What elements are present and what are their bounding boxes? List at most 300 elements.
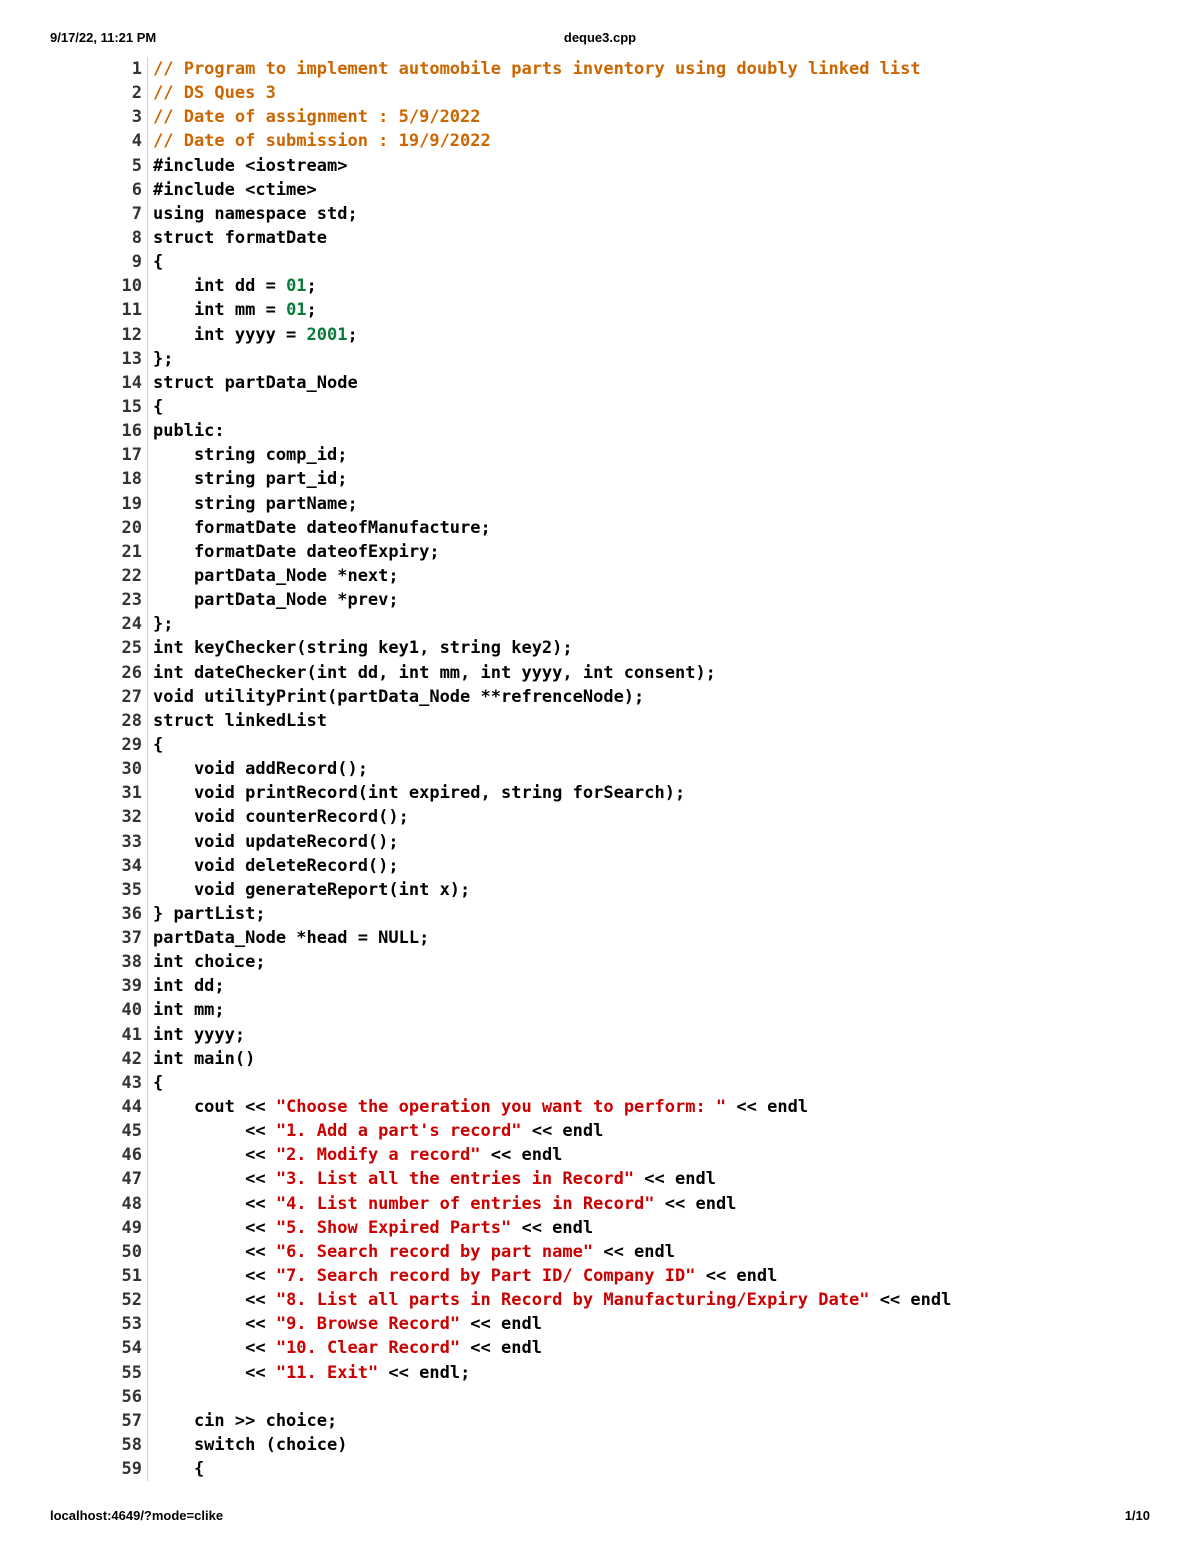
gutter-divider (147, 154, 148, 178)
line-text (153, 974, 225, 998)
code-token: void updateRecord(); (153, 831, 399, 852)
code-line (100, 1047, 951, 1071)
string-token: "8. List all parts in Record by Manufacturing/Expiry Date" (275, 1290, 870, 1311)
line-text (153, 1071, 163, 1095)
code-line (100, 974, 951, 998)
line-text (153, 154, 347, 178)
line-number: 8 (131, 227, 142, 248)
code-line (100, 347, 951, 371)
line-text (153, 830, 399, 854)
code-line (100, 902, 951, 926)
gutter-divider (147, 733, 148, 757)
line-text (153, 1047, 255, 1071)
line-text (153, 661, 716, 685)
gutter-divider (147, 516, 148, 540)
code-token: ; (306, 276, 317, 297)
code-line (100, 661, 951, 685)
line-number: 33 (121, 831, 142, 852)
gutter-divider (147, 685, 148, 709)
line-number: 48 (121, 1193, 142, 1214)
code-line (100, 274, 951, 298)
line-number: 58 (121, 1435, 142, 1456)
gutter-divider (147, 757, 148, 781)
line-number: 20 (121, 517, 142, 538)
code-token: using namespace std; (153, 203, 358, 224)
line-number: 12 (121, 324, 142, 345)
print-filename: deque3.cpp (563, 30, 637, 45)
line-number: 14 (121, 372, 142, 393)
gutter-divider (147, 950, 148, 974)
line-text (153, 57, 921, 81)
gutter-divider (147, 636, 148, 660)
code-line (100, 1361, 951, 1385)
line-number: 57 (121, 1410, 142, 1431)
line-number: 46 (121, 1145, 142, 1166)
code-token: int yyyy = (153, 324, 307, 345)
gutter-divider (147, 274, 148, 298)
code-token: << endl (869, 1290, 952, 1311)
gutter-divider (147, 1119, 148, 1143)
line-text (153, 757, 368, 781)
code-line (100, 1264, 951, 1288)
line-text (153, 1312, 542, 1336)
code-token: << endl (460, 1314, 542, 1335)
code-token: switch (choice) (153, 1435, 348, 1456)
gutter-divider (147, 588, 148, 612)
code-line (100, 1095, 951, 1119)
code-line (100, 830, 951, 854)
line-number: 3 (131, 107, 142, 128)
code-line (100, 540, 951, 564)
line-number: 40 (121, 1000, 142, 1021)
code-token: partData_Node *prev; (153, 590, 399, 611)
code-line (100, 1336, 951, 1360)
code-line (100, 733, 951, 757)
line-text (153, 395, 163, 419)
line-number: 28 (121, 710, 142, 731)
code-token: int dateChecker(int dd, int mm, int yyyy, int consent); (153, 662, 716, 683)
line-text (153, 926, 429, 950)
code-line (100, 323, 951, 347)
code-token: << (153, 1338, 276, 1359)
line-text (153, 1336, 542, 1360)
code-token: << (153, 1266, 276, 1287)
line-text (153, 878, 470, 902)
code-token: int dd; (153, 976, 225, 997)
string-token: "4. List number of entries in Record" (275, 1193, 655, 1214)
gutter-divider (147, 1216, 148, 1240)
line-text (153, 805, 409, 829)
line-text (153, 178, 317, 202)
code-token: << endl (480, 1145, 563, 1166)
code-line (100, 878, 951, 902)
code-line (100, 395, 951, 419)
gutter-divider (147, 202, 148, 226)
line-text (153, 443, 347, 467)
code-token: }; (153, 348, 174, 369)
code-token: void addRecord(); (153, 759, 368, 780)
code-token: << endl (460, 1338, 542, 1359)
gutter-divider (147, 81, 148, 105)
line-text (153, 81, 276, 105)
code-line (100, 926, 951, 950)
code-token: << (153, 1217, 276, 1238)
line-text (153, 1192, 736, 1216)
line-text (153, 612, 173, 636)
code-token: int choice; (153, 952, 266, 973)
gutter-divider (147, 1023, 148, 1047)
line-number: 52 (121, 1290, 142, 1311)
gutter-divider (147, 781, 148, 805)
gutter-divider (147, 1264, 148, 1288)
line-number: 21 (121, 541, 142, 562)
code-token: << (153, 1193, 276, 1214)
gutter-divider (147, 1071, 148, 1095)
gutter-divider (147, 854, 148, 878)
gutter-divider (147, 1361, 148, 1385)
gutter-divider (147, 709, 148, 733)
line-text (153, 1457, 204, 1481)
code-line (100, 178, 951, 202)
line-number: 23 (121, 590, 142, 611)
code-token: string comp_id; (153, 445, 348, 466)
number-token: 01 (286, 276, 307, 297)
code-line (100, 419, 951, 443)
code-token: << (153, 1145, 276, 1166)
code-token: void counterRecord(); (153, 807, 409, 828)
line-number: 15 (121, 396, 142, 417)
code-token: #include <iostream> (153, 155, 348, 176)
line-number: 7 (131, 203, 142, 224)
line-text (153, 250, 163, 274)
gutter-divider (147, 57, 148, 81)
gutter-divider (147, 1143, 148, 1167)
code-token: << endl (521, 1121, 604, 1142)
code-line (100, 57, 951, 81)
code-line (100, 612, 951, 636)
code-line (100, 805, 951, 829)
gutter-divider (147, 419, 148, 443)
line-number: 4 (131, 131, 142, 152)
code-token: << (153, 1314, 276, 1335)
code-line (100, 781, 951, 805)
code-line (100, 685, 951, 709)
code-line (100, 1071, 951, 1095)
print-datetime: 9/17/22, 11:21 PM (50, 30, 157, 45)
line-number: 45 (121, 1121, 142, 1142)
line-text (153, 998, 225, 1022)
line-text (153, 1288, 951, 1312)
code-token: struct linkedList (153, 710, 327, 731)
line-number: 10 (121, 276, 142, 297)
line-number: 50 (121, 1241, 142, 1262)
line-text (153, 1409, 337, 1433)
code-token: partData_Node *next; (153, 565, 399, 586)
line-number: 2 (131, 83, 142, 104)
gutter-divider (147, 1095, 148, 1119)
code-token: { (153, 1459, 205, 1480)
gutter-divider (147, 1167, 148, 1191)
gutter-divider (147, 564, 148, 588)
code-line (100, 154, 951, 178)
code-line (100, 226, 951, 250)
code-token: void utilityPrint(partData_Node **refrenceNode); (153, 686, 645, 707)
code-line (100, 492, 951, 516)
gutter-divider (147, 129, 148, 153)
code-listing (100, 57, 951, 1481)
gutter-divider (147, 998, 148, 1022)
code-line (100, 443, 951, 467)
string-token: "10. Clear Record" (275, 1338, 461, 1359)
line-text (153, 564, 399, 588)
line-number: 26 (121, 662, 142, 683)
line-number: 1 (131, 59, 142, 79)
code-line (100, 81, 951, 105)
code-token: << endl (593, 1241, 675, 1262)
code-token: << (153, 1121, 276, 1142)
code-token: partData_Node *head = NULL; (153, 928, 430, 949)
gutter-divider (147, 1385, 148, 1409)
line-number: 59 (121, 1459, 142, 1480)
line-number: 27 (121, 686, 142, 707)
line-text (153, 129, 491, 153)
line-text (153, 685, 644, 709)
code-line (100, 1409, 951, 1433)
line-text (153, 854, 399, 878)
code-line (100, 298, 951, 322)
code-line (100, 1143, 951, 1167)
code-line (100, 1312, 951, 1336)
line-number: 43 (121, 1072, 142, 1093)
string-token: "2. Modify a record" (275, 1145, 481, 1166)
line-number: 51 (121, 1266, 142, 1287)
line-text (153, 1361, 470, 1385)
line-text (153, 105, 481, 129)
code-line (100, 1216, 951, 1240)
code-line (100, 757, 951, 781)
gutter-divider (147, 1336, 148, 1360)
code-token: #include <ctime> (153, 179, 317, 200)
line-text (153, 323, 358, 347)
string-token: "3. List all the entries in Record" (275, 1169, 635, 1190)
line-text (153, 1216, 593, 1240)
string-token: "6. Search record by part name" (275, 1241, 594, 1262)
line-number: 35 (121, 879, 142, 900)
gutter-divider (147, 926, 148, 950)
code-token: string partName; (153, 493, 358, 514)
number-token: 01 (286, 300, 307, 321)
code-line (100, 1119, 951, 1143)
code-token: int dd = (153, 276, 287, 297)
code-token: { (153, 252, 164, 273)
gutter-divider (147, 1240, 148, 1264)
code-token: public: (153, 421, 225, 442)
gutter-divider (147, 1409, 148, 1433)
gutter-divider (147, 226, 148, 250)
code-line (100, 1192, 951, 1216)
line-number: 24 (121, 614, 142, 635)
line-text (153, 1264, 777, 1288)
code-line (100, 202, 951, 226)
code-line (100, 1288, 951, 1312)
gutter-divider (147, 467, 148, 491)
code-line (100, 371, 951, 395)
line-text (153, 274, 317, 298)
line-number: 56 (121, 1386, 142, 1407)
line-text (153, 1143, 562, 1167)
code-token: string part_id; (153, 469, 348, 490)
line-number: 54 (121, 1338, 142, 1359)
code-token: << (153, 1290, 276, 1311)
code-line (100, 709, 951, 733)
number-token: 2001 (306, 324, 348, 345)
code-token: int mm; (153, 1000, 225, 1021)
gutter-divider (147, 395, 148, 419)
line-number: 13 (121, 348, 142, 369)
line-number: 5 (131, 155, 142, 176)
line-number: 49 (121, 1217, 142, 1238)
gutter-divider (147, 178, 148, 202)
code-token: cin >> choice; (153, 1410, 338, 1431)
code-line (100, 1457, 951, 1481)
line-text (153, 588, 399, 612)
gutter-divider (147, 347, 148, 371)
line-text (153, 492, 358, 516)
code-line (100, 564, 951, 588)
gutter-divider (147, 830, 148, 854)
line-text (153, 733, 163, 757)
line-number: 37 (121, 928, 142, 949)
string-token: "Choose the operation you want to perform: " (275, 1097, 727, 1118)
code-token: ; (347, 324, 358, 345)
code-line (100, 516, 951, 540)
line-number: 11 (121, 300, 142, 321)
line-number: 34 (121, 855, 142, 876)
code-token: int keyChecker(string key1, string key2); (153, 638, 573, 659)
line-number: 18 (121, 469, 142, 490)
gutter-divider (147, 1457, 148, 1481)
line-text (153, 1023, 245, 1047)
code-token: << endl (695, 1266, 778, 1287)
code-line (100, 105, 951, 129)
gutter-divider (147, 1047, 148, 1071)
line-number: 17 (121, 445, 142, 466)
comment-token: // Date of submission : 19/9/2022 (153, 131, 491, 152)
gutter-divider (147, 612, 148, 636)
code-token: struct formatDate (153, 227, 327, 248)
code-token: formatDate dateofManufacture; (153, 517, 491, 538)
line-text (153, 371, 358, 395)
page-number: 1/10 (1124, 1508, 1150, 1523)
line-number: 53 (121, 1314, 142, 1335)
code-line (100, 129, 951, 153)
line-text (153, 467, 347, 491)
code-line (100, 998, 951, 1022)
line-text (153, 636, 573, 660)
line-text (153, 1433, 347, 1457)
line-number: 44 (121, 1097, 142, 1118)
line-number: 55 (121, 1362, 142, 1383)
gutter-divider (147, 878, 148, 902)
code-token: { (153, 1072, 164, 1093)
code-line (100, 467, 951, 491)
gutter-divider (147, 805, 148, 829)
gutter-divider (147, 902, 148, 926)
code-token: << (153, 1241, 276, 1262)
code-token: } partList; (153, 903, 266, 924)
line-number: 38 (121, 952, 142, 973)
code-line (100, 950, 951, 974)
code-token: { (153, 396, 164, 417)
line-text (153, 1095, 808, 1119)
code-line (100, 1167, 951, 1191)
line-number: 36 (121, 903, 142, 924)
line-number: 16 (121, 421, 142, 442)
line-text (153, 298, 317, 322)
line-text (153, 540, 440, 564)
code-token: ; (306, 300, 317, 321)
line-text (153, 1167, 716, 1191)
gutter-divider (147, 661, 148, 685)
line-number: 9 (131, 252, 142, 273)
gutter-divider (147, 492, 148, 516)
code-line (100, 1385, 951, 1409)
string-token: "7. Search record by Part ID/ Company ID" (275, 1266, 696, 1287)
gutter-divider (147, 1192, 148, 1216)
code-token: << endl (511, 1217, 594, 1238)
code-token: << endl (634, 1169, 716, 1190)
code-line (100, 1023, 951, 1047)
code-token: int main() (153, 1048, 256, 1069)
gutter-divider (147, 540, 148, 564)
string-token: "1. Add a part's record" (275, 1121, 522, 1142)
code-token: formatDate dateofExpiry; (153, 541, 440, 562)
code-token: << (153, 1362, 276, 1383)
line-number: 41 (121, 1024, 142, 1045)
line-number: 30 (121, 759, 142, 780)
line-number: 42 (121, 1048, 142, 1069)
comment-token: // Program to implement automobile parts inventory using doubly linked list (153, 59, 921, 79)
code-token: << (153, 1169, 276, 1190)
line-number: 39 (121, 976, 142, 997)
string-token: "11. Exit" (275, 1362, 379, 1383)
line-number: 32 (121, 807, 142, 828)
code-line (100, 636, 951, 660)
line-number: 6 (131, 179, 142, 200)
line-text (153, 226, 327, 250)
gutter-divider (147, 323, 148, 347)
string-token: "5. Show Expired Parts" (275, 1217, 512, 1238)
code-line (100, 588, 951, 612)
line-number: 19 (121, 493, 142, 514)
code-token: << endl; (378, 1362, 471, 1383)
line-text (153, 1240, 675, 1264)
line-text (153, 1119, 603, 1143)
code-token: int mm = (153, 300, 287, 321)
line-text (153, 202, 358, 226)
code-token: << endl (654, 1193, 737, 1214)
line-text (153, 419, 225, 443)
line-text (153, 347, 173, 371)
gutter-divider (147, 250, 148, 274)
code-token: struct partData_Node (153, 372, 358, 393)
line-number: 25 (121, 638, 142, 659)
gutter-divider (147, 974, 148, 998)
gutter-divider (147, 1288, 148, 1312)
gutter-divider (147, 1433, 148, 1457)
line-number: 29 (121, 734, 142, 755)
gutter-divider (147, 105, 148, 129)
